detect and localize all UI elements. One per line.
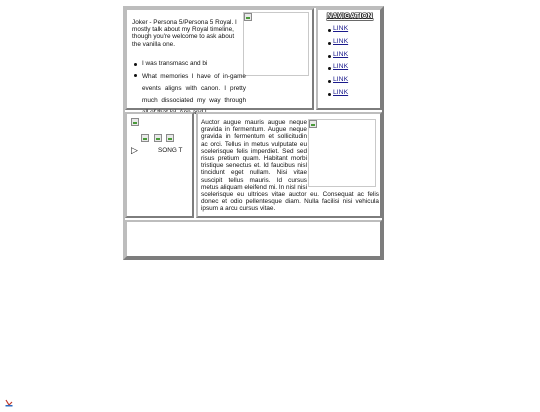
intro-panel	[125, 8, 314, 110]
content-text-float	[307, 119, 379, 187]
intro-bullet-list	[132, 60, 310, 119]
nav-bullet	[328, 67, 331, 70]
nav-link-4[interactable]: LINK	[333, 63, 349, 70]
footer-panel	[125, 220, 382, 258]
navigation-panel	[316, 8, 382, 110]
broken-image-icon	[244, 13, 252, 21]
nav-link-6[interactable]: LINK	[333, 89, 349, 96]
intro-paragraph: Joker - Persona 5/Persona 5 Royal. I mostly talk about my Royal timeline, though you're welcome to ask about the vanilla one.	[132, 19, 237, 48]
nav-link-3[interactable]: LINK	[333, 51, 349, 58]
content-panel	[196, 112, 382, 218]
next-track-icon[interactable]	[166, 134, 174, 142]
nav-bullet	[328, 80, 331, 83]
nav-link-5[interactable]: LINK	[333, 76, 349, 83]
nav-bullet	[328, 55, 331, 58]
nav-bullet	[328, 93, 331, 96]
broken-image-icon	[131, 118, 139, 126]
music-player-panel	[125, 112, 194, 218]
nav-bullet	[328, 29, 331, 32]
previous-track-icon[interactable]	[141, 134, 149, 142]
song-title: SONG T	[158, 147, 183, 154]
nav-link-1[interactable]: LINK	[333, 25, 349, 32]
intro-bullet-1: I was transmasc and bi	[132, 60, 310, 67]
play-icon[interactable]: ▷	[131, 145, 138, 155]
navigation-title: NAVIGATION	[327, 13, 373, 20]
intro-bullet-2: What memories I have of in-game events aligns with canon. I pretty much dissociated my way through	[132, 71, 246, 119]
corner-icon	[5, 394, 13, 402]
nav-bullet	[328, 42, 331, 45]
content-text	[201, 119, 379, 213]
content-paragraph: Auctor augue mauris augue neque gravida in fermentum. Augue neque gravida in fermentum et sollicitudin ac orci. Tellus in metus vulputate eu scelerisque felis imperdiet. Sed sed risus pretium quam. Habitant morbi tristique senectus et. Id faucibus nisl tincidunt eget nullam. Nisi vitae suscipit tellus mauris. Id cursus metus aliquam eleifend mi. In nisl nisi scelerisque eu ultrices vitae auctor eu. Consequat ac felis donec et odio pellentesque diam. Nulla facilisi nisi vehicula ipsum a arcu cursus vitae.	[201, 119, 379, 213]
nav-link-2[interactable]: LINK	[333, 38, 349, 45]
pause-icon[interactable]	[154, 134, 162, 142]
